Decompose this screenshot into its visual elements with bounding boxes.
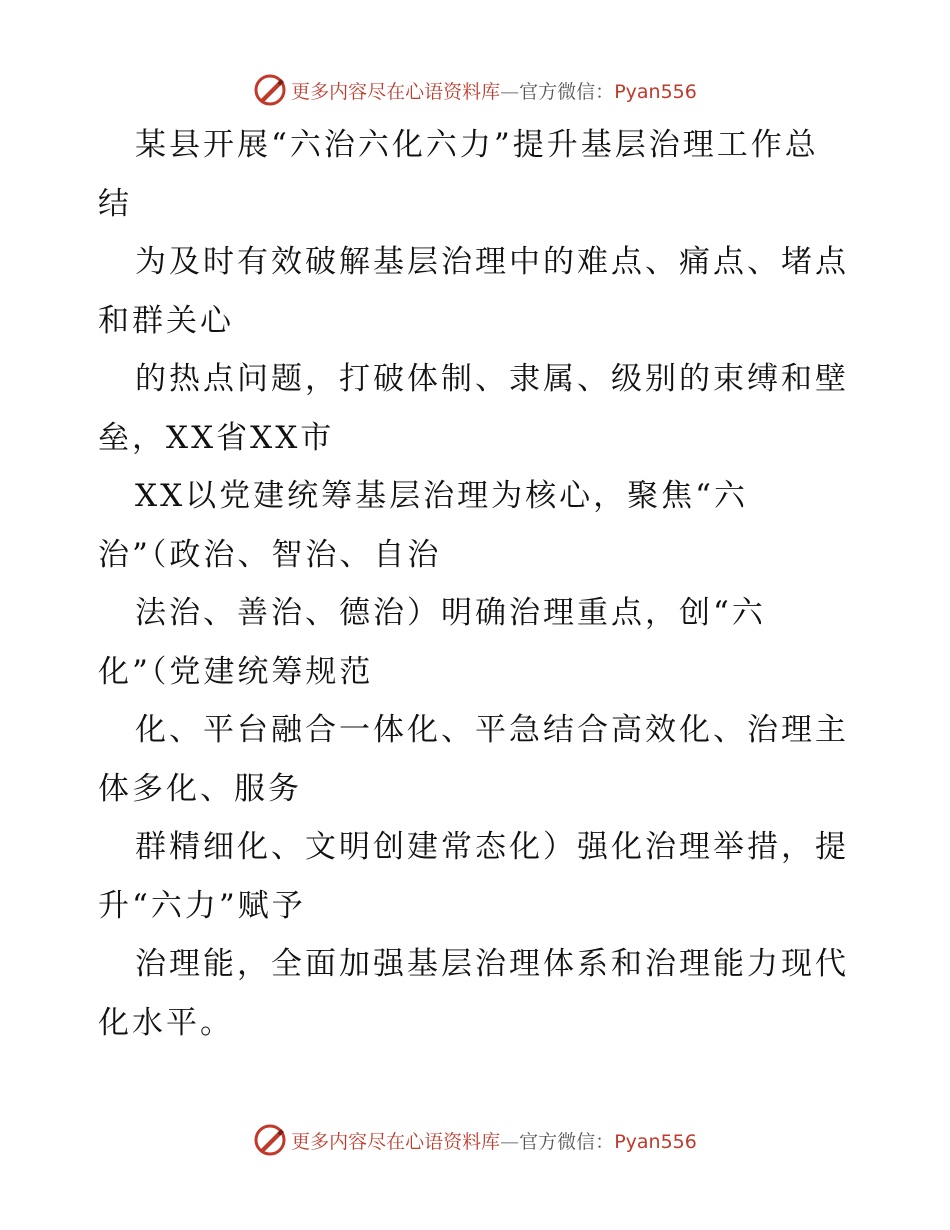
paragraph-line: 化水平。 [98,1004,234,1041]
paragraph-line: 化”（党建统筹规范 [98,653,374,690]
footer-banner-wechat-id: Pyan556 [614,1130,697,1153]
document-body [98,116,858,1052]
header-banner-dash: — [500,80,520,103]
paragraph-line: 的热点问题，打破体制、隶属、级别的束缚和壁 [135,361,849,397]
pen-logo-icon [253,73,287,107]
paragraph-line: 和群关心 [98,302,234,339]
footer-banner-wechat-label: 官方微信： [519,1130,615,1153]
paragraph-line: 升“六力”赋予 [98,887,306,924]
header-banner-text [291,77,697,104]
header-banner-wechat-id: Pyan556 [614,80,697,103]
pen-logo-icon [253,1123,287,1157]
header-banner-wechat-label: 官方微信： [519,80,615,103]
paragraph-line: 化、平台融合一体化、平急结合高效化、治理主 [135,712,849,748]
footer-banner [0,1120,950,1160]
paragraph-line: 法治、善治、德治）明确治理重点，创“六 [135,595,766,631]
paragraph-line: XX以党建统筹基层治理为核心，聚焦“六 [135,478,748,514]
paragraph-line: 为及时有效破解基层治理中的难点、痛点、堵点 [135,244,849,280]
paragraph-line: 治理能，全面加强基层治理体系和治理能力现代 [135,946,849,982]
paragraph-line: 垒，XX省XX市 [98,419,335,456]
header-banner-title: 更多内容尽在心语资料库 [291,80,501,103]
footer-banner-dash: — [500,1130,520,1153]
title-line-1: 某县开展“六治六化六力”提升基层治理工作总 [135,127,819,163]
paragraph-line: 治”（政治、智治、自治 [98,536,442,573]
paragraph-line: 体多化、服务 [98,770,302,807]
title-line-2: 结 [98,185,132,222]
paragraph-line: 群精细化、文明创建常态化）强化治理举措，提 [135,829,849,865]
header-banner [0,70,950,110]
footer-banner-text [291,1127,697,1154]
footer-banner-title: 更多内容尽在心语资料库 [291,1130,501,1153]
